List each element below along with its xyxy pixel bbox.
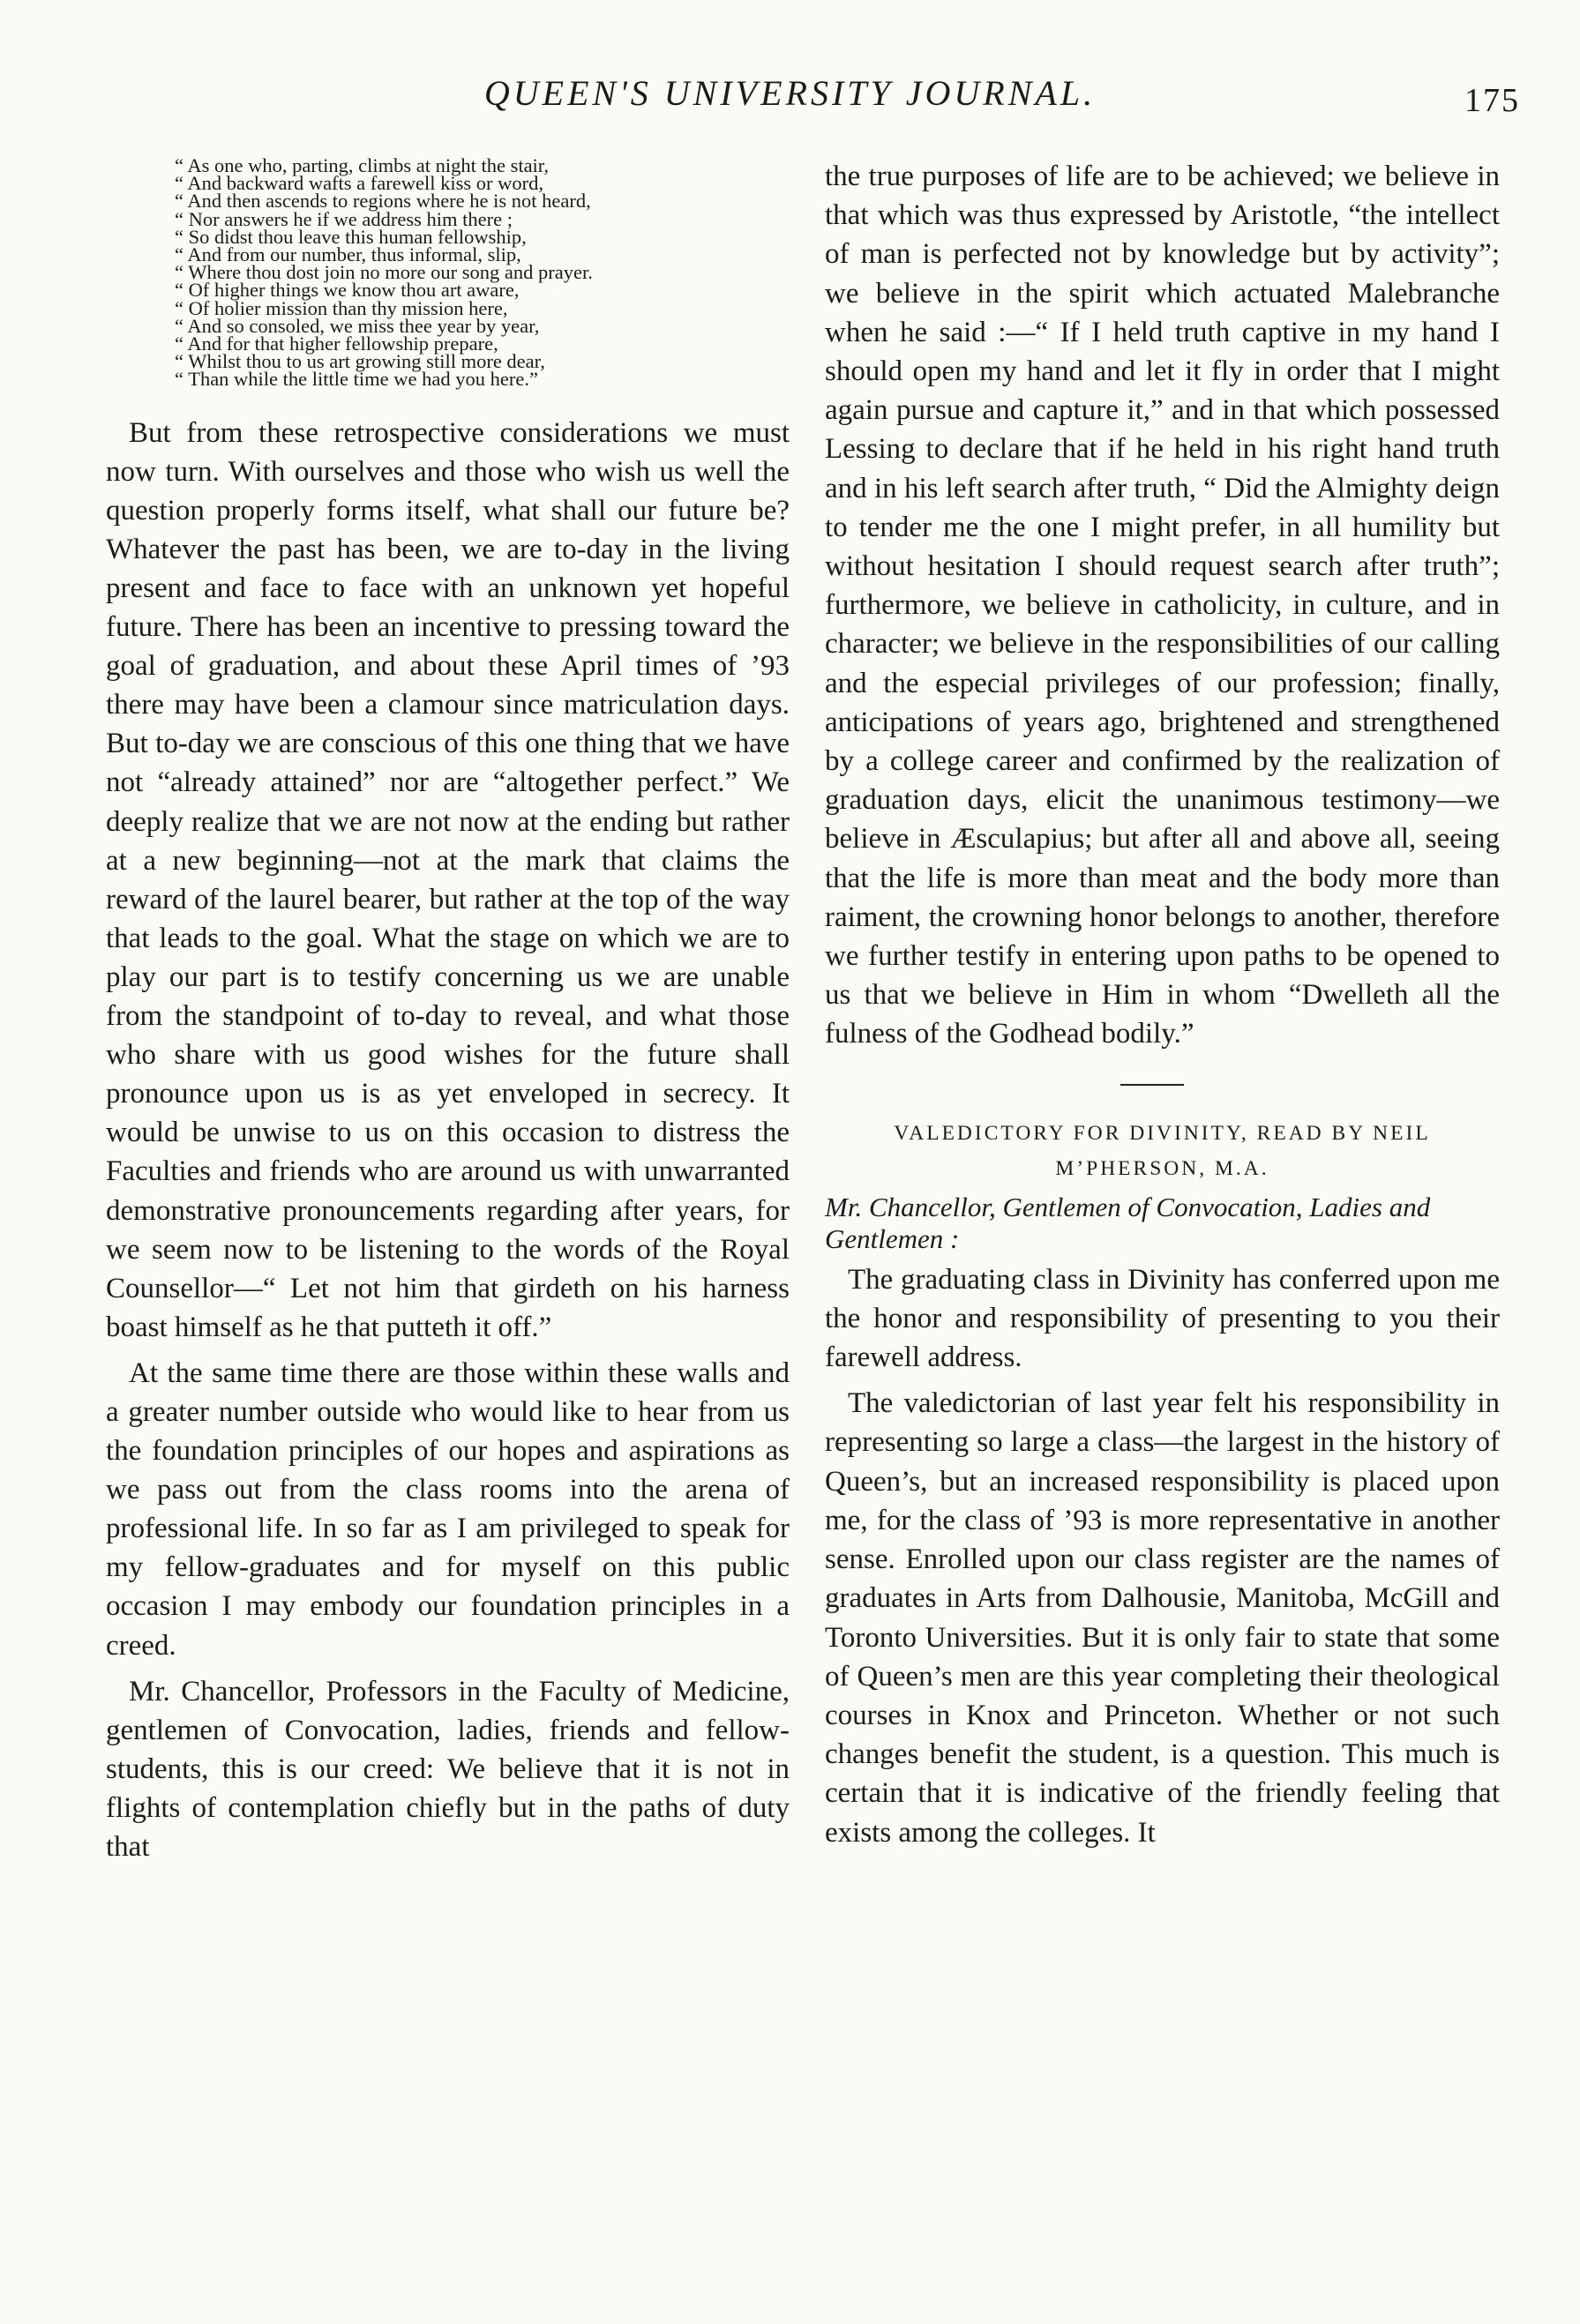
poem-line: “ As one who, parting, climbs at night the stair, [175,154,550,176]
right-column [825,157,1500,1859]
poem-line: “ Of holier mission than thy mission here, [175,296,508,319]
poem-line: “ Of higher things we know thou art aware, [175,279,520,302]
body-paragraph: the true purposes of life are to be achieved; we believe in that which was thus expressed by Aristotle, “the intellect of man is perfected not by knowledge but by activity”; we believe in the spirit which actuated Malebranche when he said :—“ If I held truth captive in my hand I should open my hand and let it fly in order that I might again pursue and capture it,” and in that which possessed Lessing to declare that if he held in his right hand truth and in his left search after truth, “ Did the Almighty deign to tender me the one I might prefer, in all humility but without hesitation I should request search after truth”; furthermore, we believe in catholicity, in culture, and in character; we believe in the responsibilities of our calling and the especial privileges of our profession; finally, anticipations of years ago, brightened and strengthened by a college career and confirmed by the realization of graduation days, elicit the unanimous testimony—we believe in Æsculapius; but after all and above all, seeing that the life is more than meat and the body more than raiment, the crowning honor belongs to another, therefore we further testify in entering upon paths to be opened to us that we believe in Him in whom “Dwelleth all the fulness of the Godhead bodily.” [825,161,1500,1050]
poem-line: “ So didst thou leave this human fellowship, [175,225,527,248]
section-divider [1120,1084,1184,1086]
body-paragraph: The valedictorian of last year felt his responsibility in representing so large a class—the largest in the history of Queen’s, but an increased responsibility is placed upon me, for the class of ’93 is more representative in another sense. Enrolled upon our class register are the names of graduates in Arts from Dalhousie, Manitoba, McGill and Toronto Universities. But it is only fair to state that some of Queen’s men are this year completing their theological courses in Knox and Princeton. Whether or not such changes benefit the student, is a question. This much is certain that it is indicative of the friendly feeling that exists among the colleges. It [825,1387,1500,1849]
poem-line: “ Whilst thou to us art growing still more dear, [175,350,545,373]
poem-line: “ And backward wafts a farewell kiss or word, [175,172,543,195]
body-paragraph: The graduating class in Divinity has conferred upon me the honor and responsibility of presenting to you their farewell address. [825,1263,1500,1374]
page-number: 175 [1464,82,1520,119]
page-header-title: QUEEN'S UNIVERSITY JOURNAL. [483,73,1097,113]
poem-line: “ Where thou dost join no more our song and prayer. [175,261,593,284]
poem-line: “ And then ascends to regions where he is not heard, [175,190,591,213]
left-column [106,154,790,1873]
poem-line: “ And for that higher fellowship prepare, [175,333,498,355]
poem-line: “ And so consoled, we miss thee year by year, [175,314,540,337]
section-heading-line: VALEDICTORY FOR DIVINITY, READ BY NEIL [894,1121,1431,1145]
poem-line: “ Than while the little time we had you here.” [175,368,538,391]
section-heading-line: M’PHERSON, M.A. [1055,1156,1269,1180]
body-paragraph: At the same time there are those within these walls and a greater number outside who would like to hear from us the foundation principles of our hopes and aspirations as we pass out from the class rooms into the arena of professional life. In so far as I am privileged to speak for my fellow-graduates and for myself on this public occasion I may embody our foundation principles in a creed. [106,1356,790,1662]
body-paragraph: Mr. Chancellor, Professors in the Faculty of Medicine, gentlemen of Convocation, ladies, friends and fellow-students, this is our creed: We believe that it is not in flights of contemplation chiefly but in the paths of duty that [106,1675,790,1864]
poem-line: “ And from our number, thus informal, slip, [175,243,521,266]
salutation: Mr. Chancellor, Gentlemen of Convocation, Ladies and Gentlemen : [825,1191,1431,1254]
body-paragraph: But from these retrospective considerations we must now turn. With ourselves and those who wish us well the question properly forms itself, what shall our future be? Whatever the past has been, we are to-day in the living present and face to face with an unknown yet hopeful future. There has been an incentive to pressing toward the goal of graduation, and about these April times of ’93 there may have been a clamour since matriculation days. But to-day we are conscious of this one thing that we have not “already attained” nor are “altogether perfect.” We deeply realize that we are not now at the ending but rather at a new beginning—not at the mark that claims the reward of the laurel bearer, but rather at the top of the way that leads to the goal. What the stage on which we are to play our part is to testify concerning us we are unable from the standpoint of to-day to reveal, and what those who share with us good wishes for the future shall pronounce upon us is as yet enveloped in secrecy. It would be unwise to us on this occasion to distress the Faculties and friends who are around us with unwarranted demonstrative pronouncements regarding after years, for we seem now to be listening to the words of the Royal Counsellor—“ Let not him that girdeth on his harness boast himself as he that putteth it off.” [106,416,790,1343]
poem-line: “ Nor answers he if we address him there ; [175,207,513,230]
section-heading [825,1116,1500,1186]
poem [175,154,790,391]
